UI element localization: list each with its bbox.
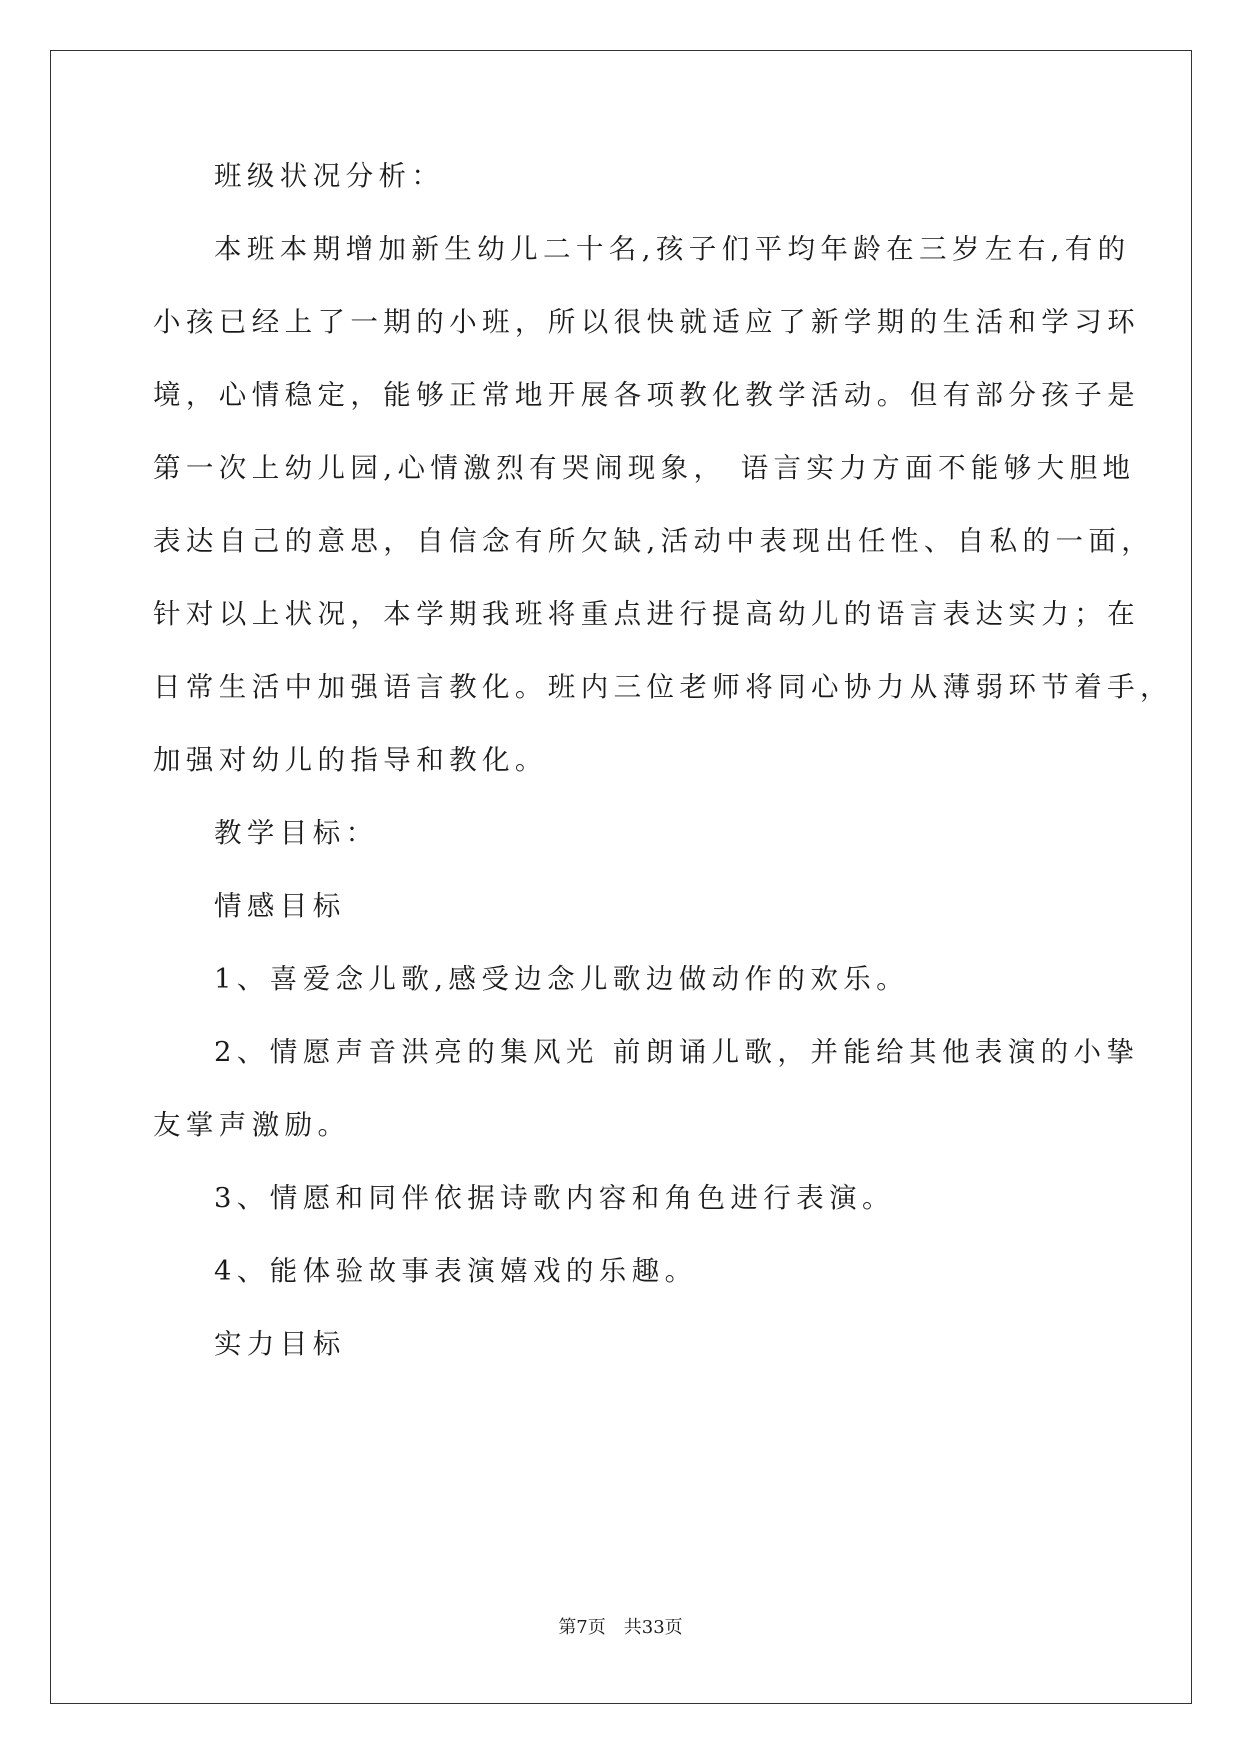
paragraph-line: 境，心情稳定，能够正常地开展各项教化教学活动。但有部分孩子是 xyxy=(153,379,1140,411)
section-heading-teaching-goals: 教学目标： xyxy=(214,817,379,849)
section-heading-class-analysis: 班级状况分析： xyxy=(214,160,445,192)
list-item-1: 1、喜爱念儿歌,感受边念儿歌边做动作的欢乐。 xyxy=(214,963,910,995)
list-item-2-continued: 友掌声激励。 xyxy=(153,1109,351,1141)
subheading-ability-goals: 实力目标 xyxy=(214,1328,346,1360)
paragraph-line: 表达自己的意思，自信念有所欠缺,活动中表现出任性、自私的一面， xyxy=(153,525,1155,557)
page-number-footer: 第7页 共33页 xyxy=(558,1617,683,1638)
paragraph-line: 日常生活中加强语言教化。班内三位老师将同心协力从薄弱环节着手， xyxy=(153,671,1173,703)
list-item-4: 4、能体验故事表演嬉戏的乐趣。 xyxy=(214,1255,698,1287)
list-item-2: 2、情愿声音洪亮的集风光 前朗诵儿歌，并能给其他表演的小挚 xyxy=(214,1036,1140,1068)
subheading-emotion-goals: 情感目标 xyxy=(214,890,346,922)
paragraph-line: 加强对幼儿的指导和教化。 xyxy=(153,744,548,776)
page-border xyxy=(50,50,1192,1704)
paragraph-line: 本班本期增加新生幼儿二十名,孩子们平均年龄在三岁左右,有的 xyxy=(214,233,1131,265)
paragraph-line: 小孩已经上了一期的小班，所以很快就适应了新学期的生活和学习环 xyxy=(153,306,1140,338)
paragraph-line: 第一次上幼儿园,心情激烈有哭闹现象， 语言实力方面不能够大胆地 xyxy=(153,452,1136,484)
paragraph-line: 针对以上状况，本学期我班将重点进行提高幼儿的语言表达实力；在 xyxy=(153,598,1140,630)
list-item-3: 3、情愿和同伴依据诗歌内容和角色进行表演。 xyxy=(214,1182,895,1214)
